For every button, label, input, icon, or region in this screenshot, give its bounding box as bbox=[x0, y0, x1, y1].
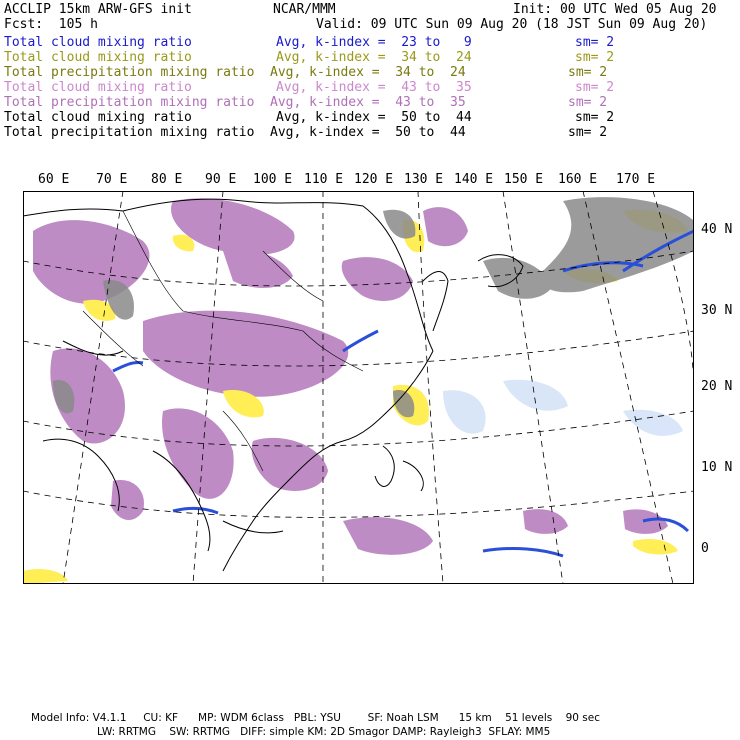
model-info-line1: Model Info: V4.1.1 CU: KF MP: WDM 6class PBL: YSU SF: Noah LSM 15 km 51 levels 90 sec bbox=[31, 712, 600, 724]
lon-label: 60 E bbox=[38, 172, 70, 187]
model-info-line2: LW: RRTMG SW: RRTMG DIFF: simple KM: 2D Smagor DAMP: Rayleigh3 SFLAY: MM5 bbox=[97, 726, 551, 738]
lon-label: 100 E bbox=[253, 172, 293, 187]
layer-5-sm: sm= 2 bbox=[575, 110, 615, 125]
lon-label: 70 E bbox=[96, 172, 128, 187]
lon-label: 130 E bbox=[404, 172, 444, 187]
layer-0-sm: sm= 2 bbox=[575, 35, 615, 50]
lat-label: 40 N bbox=[701, 222, 733, 237]
layer-2-range: Avg, k-index = 34 to 24 bbox=[270, 65, 466, 80]
lon-label: 170 E bbox=[616, 172, 656, 187]
valid-time: Valid: 09 UTC Sun 09 Aug 20 (18 JST Sun 09 Aug 20) bbox=[316, 17, 708, 32]
lat-label: 10 N bbox=[701, 460, 733, 475]
forecast-map bbox=[23, 191, 694, 584]
layer-4-sm: sm= 2 bbox=[568, 95, 608, 110]
layer-1-field: Total cloud mixing ratio bbox=[4, 50, 192, 65]
layer-6-sm: sm= 2 bbox=[568, 125, 608, 140]
lat-label: 30 N bbox=[701, 303, 733, 318]
layer-3-field: Total cloud mixing ratio bbox=[4, 80, 192, 95]
lat-label: 0 bbox=[701, 541, 709, 556]
lon-label: 160 E bbox=[558, 172, 598, 187]
lon-label: 110 E bbox=[304, 172, 344, 187]
lon-label: 80 E bbox=[151, 172, 183, 187]
layer-4-field: Total precipitation mixing ratio bbox=[4, 95, 255, 110]
layer-0-range: Avg, k-index = 23 to 9 bbox=[276, 35, 472, 50]
init-time: Init: 00 UTC Wed 05 Aug 20 bbox=[513, 2, 717, 17]
lon-label: 150 E bbox=[504, 172, 544, 187]
layer-6-range: Avg, k-index = 50 to 44 bbox=[270, 125, 466, 140]
forecast-hour: Fcst: 105 h bbox=[4, 17, 98, 32]
layer-4-range: Avg, k-index = 43 to 35 bbox=[270, 95, 466, 110]
model-title: ACCLIP 15km ARW-GFS init bbox=[4, 2, 192, 17]
lon-label: 120 E bbox=[354, 172, 394, 187]
layer-5-field: Total cloud mixing ratio bbox=[4, 110, 192, 125]
layer-2-sm: sm= 2 bbox=[568, 65, 608, 80]
layer-2-field: Total precipitation mixing ratio bbox=[4, 65, 255, 80]
layer-1-sm: sm= 2 bbox=[575, 50, 615, 65]
lon-label: 140 E bbox=[454, 172, 494, 187]
lat-label: 20 N bbox=[701, 379, 733, 394]
layer-3-range: Avg, k-index = 43 to 35 bbox=[276, 80, 472, 95]
layer-3-sm: sm= 2 bbox=[575, 80, 615, 95]
layer-5-range: Avg, k-index = 50 to 44 bbox=[276, 110, 472, 125]
center-name: NCAR/MMM bbox=[273, 2, 336, 17]
layer-6-field: Total precipitation mixing ratio bbox=[4, 125, 255, 140]
layer-1-range: Avg, k-index = 34 to 24 bbox=[276, 50, 472, 65]
layer-0-field: Total cloud mixing ratio bbox=[4, 35, 192, 50]
lon-label: 90 E bbox=[205, 172, 237, 187]
